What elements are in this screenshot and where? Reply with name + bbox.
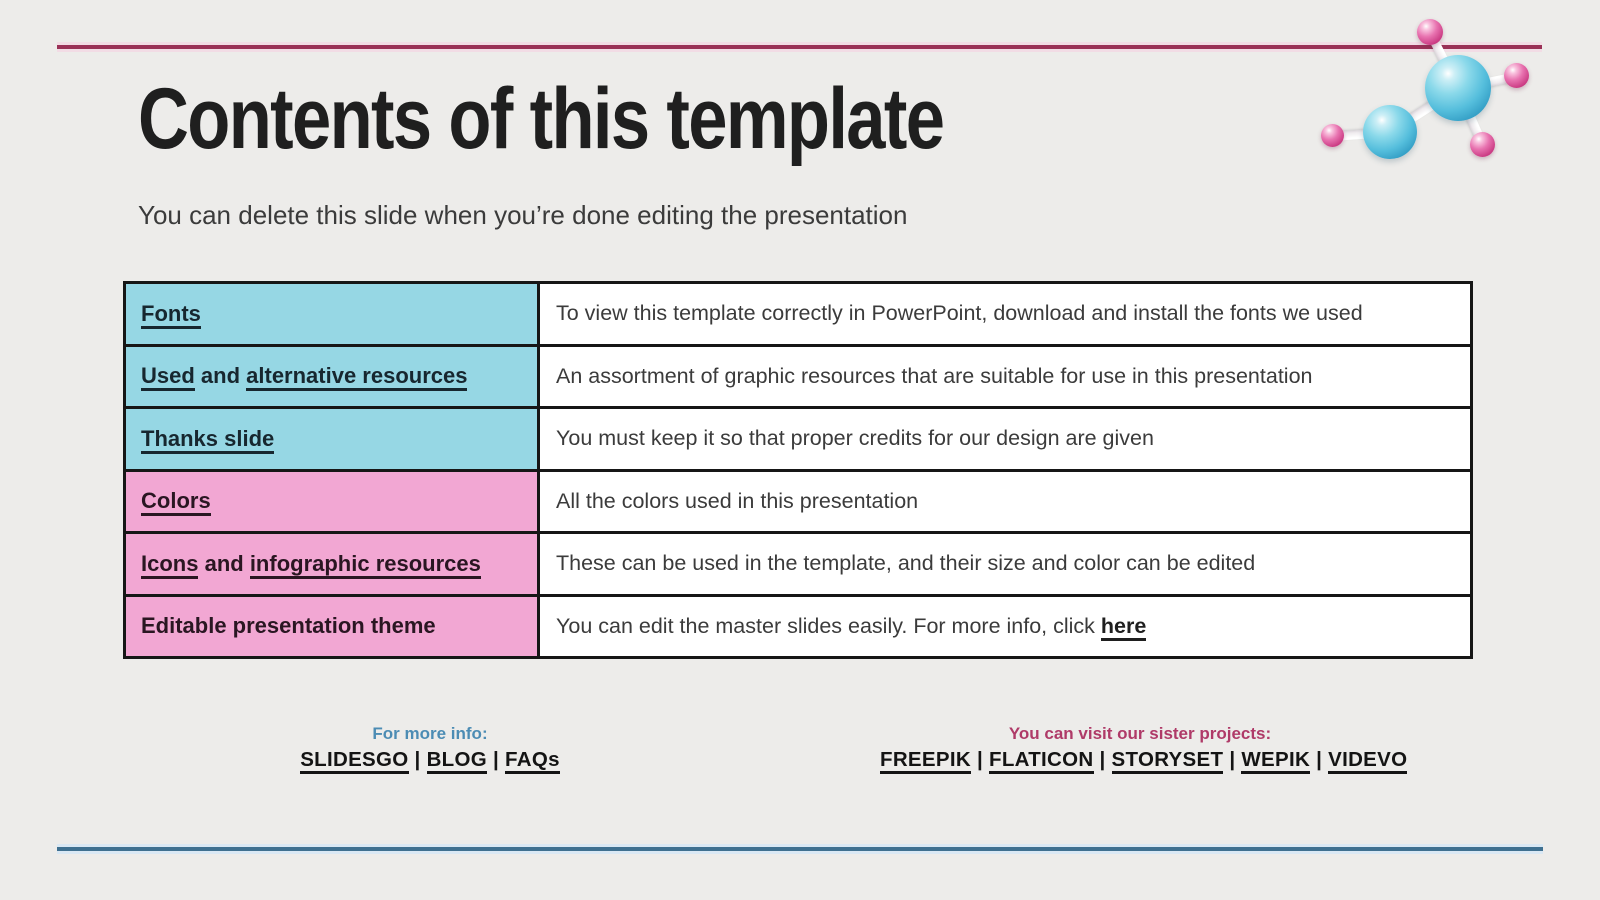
alternative-resources-link[interactable]: alternative resources [246, 363, 467, 391]
footer-link-blog[interactable]: BLOG [427, 748, 487, 774]
row-description: All the colors used in this presentation [539, 470, 1472, 533]
infographic-resources-link[interactable]: infographic resources [250, 551, 481, 579]
molecule-atom-blue-icon [1425, 55, 1491, 121]
icons-link[interactable]: Icons [141, 551, 198, 579]
footer-link-videvo[interactable]: VIDEVO [1328, 748, 1407, 774]
table-row [125, 595, 1472, 658]
footer-link-slidesgo[interactable]: SLIDESGO [300, 748, 408, 774]
label-text: Editable presentation theme [141, 613, 436, 639]
footer-link-faqs[interactable]: FAQs [505, 748, 560, 774]
molecule-icon [1300, 0, 1600, 185]
row-label-thanks-slide [125, 408, 539, 471]
contents-table [123, 281, 1473, 659]
here-link[interactable]: here [1101, 614, 1146, 641]
row-label-editable-theme [125, 595, 539, 658]
description-text: You can edit the master slides easily. For more info, click [556, 613, 1101, 638]
link-separator: | [493, 747, 500, 771]
link-separator: | [414, 747, 421, 771]
table-row [125, 345, 1472, 408]
footer-more-info [230, 723, 630, 774]
sister-projects-heading: You can visit our sister projects: [1008, 724, 1272, 743]
link-separator: | [976, 747, 983, 771]
footer-sister-projects [880, 723, 1408, 774]
molecule-atom-pink-icon [1321, 124, 1344, 147]
link-separator: | [1099, 747, 1106, 771]
link-separator: | [1229, 747, 1236, 771]
footer-link-wepik[interactable]: WEPIK [1241, 748, 1310, 774]
table-row [125, 533, 1472, 596]
more-info-links [230, 746, 630, 774]
molecule-atom-pink-icon [1504, 63, 1529, 88]
footer-link-flaticon[interactable]: FLATICON [989, 748, 1094, 774]
footer-link-freepik[interactable]: FREEPIK [880, 748, 971, 774]
sister-projects-links [880, 746, 1408, 774]
molecule-atom-pink-icon [1417, 19, 1443, 45]
row-label-icons-resources [125, 533, 539, 596]
row-description: These can be used in the template, and their size and color can be edited [539, 533, 1472, 596]
label-text: and [198, 550, 250, 576]
row-label-fonts [125, 283, 539, 346]
label-text: and [194, 363, 247, 389]
table-row [125, 283, 1472, 346]
molecule-atom-blue-icon [1363, 105, 1417, 159]
footer-link-storyset[interactable]: STORYSET [1112, 748, 1224, 774]
more-info-heading: For more info: [372, 724, 488, 743]
colors-link[interactable]: Colors [141, 488, 211, 516]
row-label-colors [125, 470, 539, 533]
row-description: You must keep it so that proper credits for our design are given [539, 408, 1472, 471]
fonts-link[interactable]: Fonts [141, 301, 201, 329]
table-row [125, 408, 1472, 471]
link-separator: | [1316, 747, 1323, 771]
used-link[interactable]: Used [141, 363, 195, 391]
row-description: To view this template correctly in PowerPoint, download and install the fonts we used [539, 283, 1472, 346]
table-row [125, 470, 1472, 533]
slide-subtitle: You can delete this slide when you’re done editing the presentation [138, 200, 908, 230]
bottom-accent-line [57, 844, 1543, 854]
thanks-slide-link[interactable]: Thanks slide [141, 426, 274, 454]
page-title: Contents of this template [138, 71, 944, 167]
molecule-atom-pink-icon [1470, 132, 1495, 157]
row-description [539, 595, 1472, 658]
row-label-used-resources [125, 345, 539, 408]
row-description: An assortment of graphic resources that are suitable for use in this presentation [539, 345, 1472, 408]
